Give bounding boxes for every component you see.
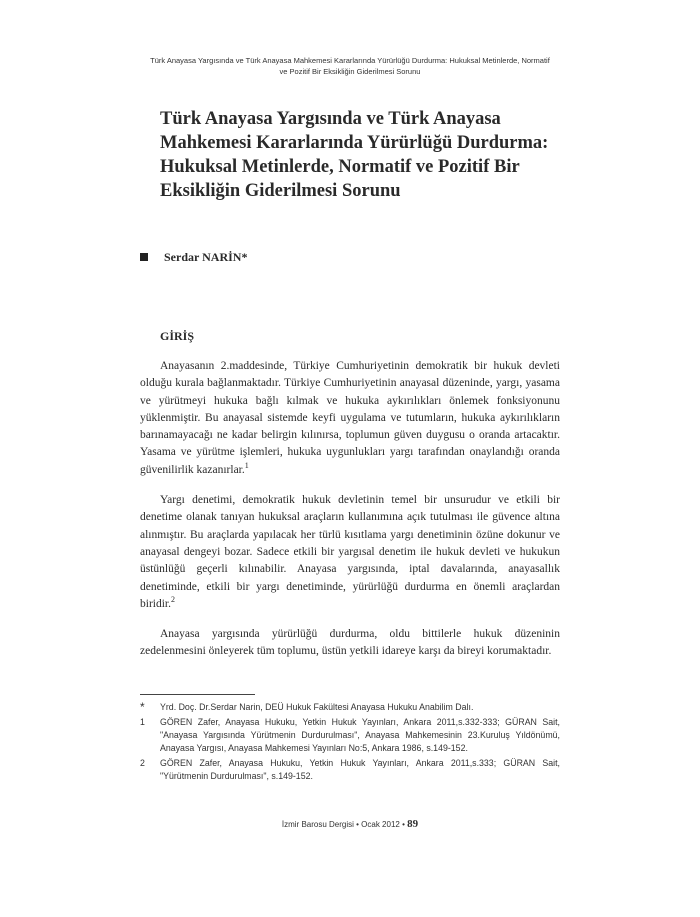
footnote [140, 701, 560, 714]
footnote-ref: 1 [244, 460, 249, 470]
author-bullet-icon [140, 253, 148, 261]
footnote-text: GÖREN Zafer, Anayasa Hukuku, Yetkin Hukuk Yayınları, Ankara 2011,s.332-333; GÜRAN Sait, "Anayasa Yargısında Yürütmenin Durdurulması", Anayasa Mahkemesinin 23.Kuruluş Yıldönümü, Anayasa Yargısı, Anayasa Mahkemesi Yayınları No:5, Ankara 1986, s.149-152. [160, 717, 560, 753]
footnote-ref: 2 [171, 595, 175, 605]
page-number: 89 [407, 818, 419, 830]
author-line [140, 250, 247, 264]
footnote-mark: 1 [140, 717, 145, 727]
footnote-divider [140, 694, 255, 695]
footnote [140, 757, 560, 783]
footnote [140, 716, 560, 755]
author-footnote-mark: * [241, 250, 248, 264]
footnote-text: Yrd. Doç. Dr.Serdar Narin, DEÜ Hukuk Fakültesi Anayasa Hukuku Anabilim Dalı. [160, 702, 474, 712]
running-header-line-1: Türk Anayasa Yargısında ve Türk Anayasa Mahkemesi Kararlarında Yürürlüğü Durdurma: Hukuksal Metinlerde, Normatif [150, 56, 550, 65]
page-footer [140, 818, 560, 830]
paragraph [140, 492, 560, 613]
journal-name: İzmir Barosu Dergisi • Ocak 2012 • [281, 820, 405, 829]
section-heading: GİRİŞ [160, 329, 195, 343]
article-title: Türk Anayasa Yargısında ve Türk Anayasa Mahkemesi Kararlarında Yürürlüğü Durdurma: Hukuksal Metinlerde, Normatif ve Pozitif Bir Eksikliğin Giderilmesi Sorunu [160, 109, 549, 201]
footnote-mark: 2 [140, 758, 145, 768]
paragraph-text: Anayasa yargısında yürürlüğü durdurma, oldu bittilerle hukuk düzeninin zedelenmesini önleyerek tüm toplumu, üstün yetkili idareye karşı da bireyi korumaktadır. [140, 628, 560, 658]
footnotes [140, 701, 560, 785]
running-header-line-2: ve Pozitif Bir Eksikliğin Giderilmesi Sorunu [279, 67, 421, 76]
paragraph-text: Yargı denetimi, demokratik hukuk devletinin temel bir unsurudur ve etkili bir denetime olanak tanıyan hukuksal araçların kullanımına açık tutulması ile güvence altına alınmıştır. Bu araçlarda yapılacak her türlü kısıtlama yargı denetiminin özüne dokunur ve anayasal dengeyi bozar. Sadece etkili bir yargısal denetim ile hukuk devleti ve hukukun üstünlüğü geçerli kılınabilir. Anayasa yargısında, iptal davalarında, anayasallık denetiminde, etkili bir yargı denetiminde, yürürlüğü durdurma en önemli araçlardan biridir. [140, 494, 560, 610]
paragraph [140, 626, 560, 661]
paragraph [140, 358, 560, 479]
author-name: Serdar NARİN [164, 250, 242, 264]
footnote-mark: * [140, 700, 145, 714]
body-text [140, 358, 560, 674]
running-header [120, 55, 580, 77]
paragraph-text: Anayasanın 2.maddesinde, Türkiye Cumhuriyetinin demokratik bir hukuk devleti olduğu kurala bağlanmaktadır. Türkiye Cumhuriyetinin anayasal düzeninde, yargı, yasama ve yürütmeyi hukuka bağlı kılmak ve hukuka aykırılıkları önlemek fonksiyonunu yüklenmiştir. Bu anayasal sistemde keyfi uygulama ve tutumların, hukuka aykırılıkların barınamayacağı ne kadar belirgin kılınırsa, toplumun güven duygusu o oranda artacaktır. Yasama ve yürütme işlemleri, hukuka uygunlukları yargı tarafından onaylandığı oranda güvenilirlik kazanırlar. [140, 360, 560, 476]
footnote-text: GÖREN Zafer, Anayasa Hukuku, Yetkin Hukuk Yayınları, Ankara 2011,s.333; GÜRAN Sait, "Yürütmenin Durdurulması", s.149-152. [160, 758, 560, 781]
